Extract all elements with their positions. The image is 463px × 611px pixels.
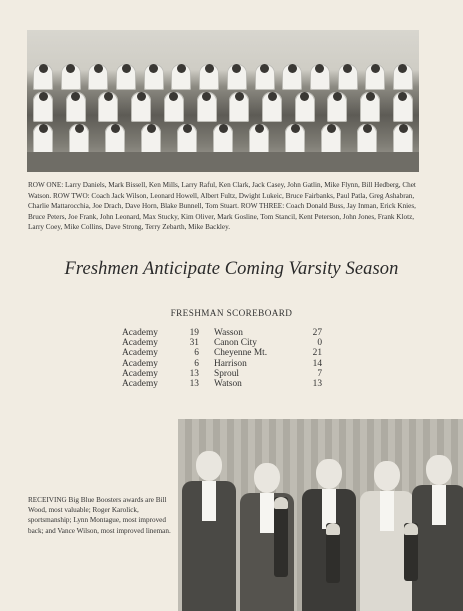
- team-photo-back-row: [33, 64, 413, 90]
- award-photo-caption: RECEIVING Big Blue Boosters awards are Bill Wood, most valuable; Roger Karolick, sportsmanship; Lynn Montague, most improved back; and Vance Wilson, most improved lineman.: [28, 496, 171, 535]
- scoreboard-row: [122, 338, 322, 348]
- team-score: 13: [189, 379, 199, 390]
- opponent-score: 0: [317, 338, 322, 349]
- opponent-name: Canon City: [213, 338, 257, 349]
- team-name: Academy: [122, 379, 158, 390]
- team-name: Academy: [122, 368, 158, 379]
- award-photo: [178, 419, 463, 611]
- award-photo-person: [412, 455, 463, 611]
- opponent-score: 21: [312, 348, 322, 359]
- scoreboard-table: [122, 328, 322, 389]
- trophy: [404, 523, 418, 581]
- team-photo-middle-row: [33, 92, 413, 122]
- team-name: Academy: [122, 328, 158, 338]
- scoreboard-row: [122, 359, 322, 369]
- scoreboard-row: [122, 379, 322, 389]
- scoreboard-row: [122, 369, 322, 379]
- team-name: Academy: [122, 358, 158, 369]
- award-photo-person: [182, 451, 236, 611]
- opponent-name: Harrison: [213, 358, 247, 369]
- team-score: 13: [189, 368, 199, 379]
- opponent-score: 27: [312, 328, 322, 338]
- scoreboard-title: FRESHMAN SCOREBOARD: [170, 308, 293, 318]
- opponent-name: Wasson: [213, 328, 243, 338]
- opponent-score: 13: [312, 379, 322, 390]
- scoreboard-row: [122, 328, 322, 338]
- opponent-name: Watson: [213, 379, 242, 390]
- opponent-name: Cheyenne Mt.: [213, 348, 268, 359]
- trophy: [326, 523, 340, 583]
- team-score: 6: [194, 348, 199, 359]
- team-photo-caption: ROW ONE: Larry Daniels, Mark Bissell, Ken Mills, Larry Raful, Ken Clark, Jack Casey, John Gatlin, Mike Flynn, Bill Hedberg, Chet Watson. ROW TWO: Coach Jack Wilson, Leonard Howell, Albert Fultz, Dwight Lukeic, Bruce Fairbanks, Paul Patla, Greg Ashabran, Charlie Mattarocchia, Joe Drach, Dave Horn, Blake Bunnell, Tom Stuart. ROW THREE: Coach Donald Buss, Jay Inman, Erick Knies, Bruce Peters, Joe Frank, John Leonard, Max Stucky, Kim Oliver, Mark Gosline, Tom Stancil, Kent Peterson, John Jones, Frank Klotz, Larry Coey, Mike Collins, Dave Strong, Terry Zebarth, Mike Backley.: [28, 181, 416, 232]
- opponent-score: 7: [317, 368, 322, 379]
- team-score: 6: [194, 358, 199, 369]
- team-name: Academy: [122, 348, 158, 359]
- page-headline: Freshmen Anticipate Coming Varsity Season: [64, 259, 399, 279]
- trophy: [274, 497, 288, 577]
- team-score: 31: [189, 338, 199, 349]
- team-score: 19: [189, 328, 199, 338]
- team-photo-ground: [27, 152, 419, 172]
- opponent-name: Sproul: [213, 368, 239, 379]
- scoreboard-row: [122, 348, 322, 358]
- opponent-score: 14: [312, 358, 322, 369]
- team-name: Academy: [122, 338, 158, 349]
- team-photo: [27, 30, 419, 172]
